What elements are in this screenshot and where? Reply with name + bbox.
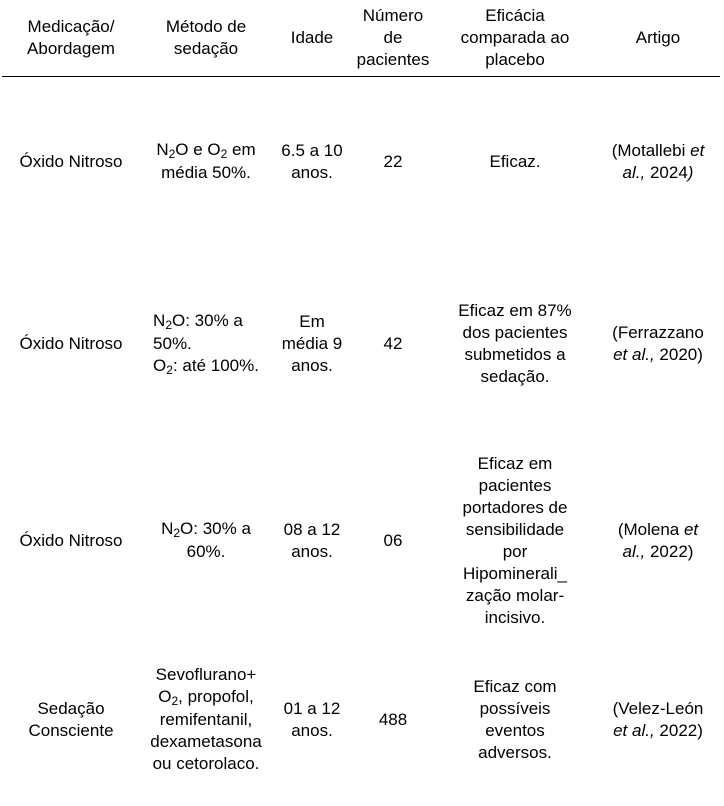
header-idade: [272, 0, 352, 77]
citation-etal: al.,: [622, 541, 646, 561]
cell-idade: [272, 77, 352, 247]
metodo-fragment: O: [153, 356, 167, 375]
cell-metodo: [140, 639, 272, 800]
cell-text: portadores de: [462, 497, 568, 517]
cell-eficacia: [434, 639, 596, 800]
cell-text: pacientes: [478, 475, 552, 495]
cell-text: eventos: [485, 720, 545, 740]
citation-line: [598, 162, 718, 184]
metodo-fragment: em: [227, 140, 256, 159]
metodo-line: [153, 355, 259, 378]
table-header: [2, 0, 720, 77]
citation-etal: et al.,: [613, 720, 655, 740]
cell-metodo: [140, 246, 272, 442]
metodo-line: média 50%.: [161, 163, 251, 182]
table-row: [2, 246, 720, 442]
cell-medicacao: [2, 246, 140, 442]
cell-metodo: [140, 77, 272, 247]
cell-text: sensibilidade: [465, 519, 565, 539]
cell-eficacia: [434, 246, 596, 442]
metodo-fragment: N: [156, 140, 169, 159]
metodo-line: remifentanil,: [159, 710, 253, 729]
header-medicacao-line: Abordagem: [27, 39, 115, 58]
metodo-line: Sevoflurano+: [155, 665, 257, 684]
citation-year: 2022): [645, 541, 694, 561]
header-row: [2, 0, 720, 77]
header-eficacia-line: comparada ao: [460, 28, 570, 47]
cell-artigo: [596, 639, 720, 800]
citation-author: (Motallebi: [611, 140, 691, 160]
cell-text: Óxido Nitroso: [19, 334, 123, 353]
metodo-fragment: , propofol,: [178, 687, 254, 706]
cell-text: Em: [299, 312, 325, 331]
sedation-studies-table: [2, 0, 720, 800]
cell-artigo: [596, 442, 720, 639]
cell-text: possíveis: [479, 698, 551, 718]
metodo-line: [156, 139, 255, 162]
citation-line: [598, 720, 718, 742]
cell-text: Eficaz com: [473, 676, 557, 696]
metodo-fragment: O: [158, 687, 172, 706]
metodo-fragment: N: [153, 311, 166, 330]
header-numero-line: de: [383, 28, 403, 47]
metodo-line: [161, 518, 251, 541]
citation-author: (Velez-León: [612, 698, 704, 718]
metodo-fragment: N: [161, 519, 174, 538]
cell-numero: [352, 77, 434, 247]
metodo-text: [156, 139, 255, 184]
citation-year: 2022): [654, 720, 703, 740]
metodo-fragment: O e O: [175, 140, 221, 159]
citation-line: [598, 344, 718, 366]
metodo-text: [161, 518, 251, 563]
citation-year: 2024: [645, 162, 688, 182]
header-eficacia: [434, 0, 596, 77]
cell-eficacia: [434, 77, 596, 247]
header-metodo-line: Método de: [165, 17, 247, 36]
cell-numero: [352, 442, 434, 639]
cell-metodo: [140, 442, 272, 639]
cell-text: sedação.: [480, 367, 550, 386]
table-row: [2, 639, 720, 800]
metodo-line: [150, 686, 262, 709]
cell-text: por: [502, 541, 528, 561]
header-medicacao-line: Medicação/: [27, 17, 115, 36]
cell-text: incisivo.: [484, 607, 546, 627]
cell-numero: [352, 639, 434, 800]
header-numero-line: pacientes: [356, 50, 430, 69]
header-eficacia-line: Eficácia: [485, 6, 545, 25]
cell-text: 488: [378, 709, 408, 729]
cell-text: zação molar-: [465, 585, 565, 605]
metodo-text: [150, 664, 262, 775]
cell-text: Sedação: [37, 698, 105, 718]
table-body: [2, 77, 720, 801]
cell-text: dos pacientes: [462, 323, 568, 342]
header-eficacia-line: placebo: [485, 50, 545, 69]
cell-text: Hipominerali_: [463, 563, 567, 583]
metodo-line: [153, 310, 259, 333]
cell-text: Óxido Nitroso: [19, 530, 123, 550]
header-metodo-line: sedação: [173, 39, 239, 58]
subscript: 2: [168, 147, 176, 161]
cell-text: anos.: [291, 162, 333, 182]
subscript: 2: [220, 147, 228, 161]
citation-line: [598, 519, 718, 541]
subscript: 2: [166, 363, 173, 377]
metodo-line: 60%.: [186, 542, 226, 561]
cell-text: 22: [383, 151, 403, 171]
citation-author: (Ferrazzano: [612, 323, 704, 342]
cell-medicacao: [2, 639, 140, 800]
cell-text: Óxido Nitroso: [19, 151, 123, 171]
citation-line: [598, 541, 718, 563]
header-numero: [352, 0, 434, 77]
cell-text: anos.: [291, 356, 333, 375]
citation-etal: al.,: [622, 162, 646, 182]
header-idade-line: Idade: [290, 28, 334, 47]
cell-text: Eficaz.: [489, 151, 541, 171]
cell-numero: [352, 246, 434, 442]
cell-text: 06: [383, 530, 403, 550]
cell-text: Consciente: [28, 720, 114, 740]
table-row: [2, 77, 720, 247]
cell-medicacao: [2, 442, 140, 639]
metodo-line: 50%.: [153, 334, 192, 353]
cell-text: média 9: [281, 334, 343, 353]
cell-text: anos.: [291, 541, 333, 561]
citation-etal: et al.,: [613, 345, 655, 364]
header-medicacao: [2, 0, 140, 77]
cell-medicacao: [2, 77, 140, 247]
cell-text: Eficaz em: [477, 453, 553, 473]
metodo-line: ou cetorolaco.: [152, 754, 260, 773]
header-numero-line: Número: [362, 6, 424, 25]
cell-text: adversos.: [478, 742, 552, 762]
cell-text: 6.5 a 10: [281, 140, 343, 160]
citation-author: (Molena: [617, 519, 684, 539]
metodo-fragment: O: 30% a: [172, 311, 243, 330]
cell-idade: [272, 246, 352, 442]
metodo-line: dexametasona: [150, 732, 262, 751]
subscript: 2: [173, 526, 181, 540]
header-artigo: [596, 0, 720, 77]
header-metodo: [140, 0, 272, 77]
cell-idade: [272, 639, 352, 800]
cell-text: 01 a 12: [283, 698, 341, 718]
citation-year: 2020): [654, 345, 703, 364]
citation-etal: et: [683, 519, 699, 539]
citation-close: ): [687, 162, 694, 182]
cell-artigo: [596, 246, 720, 442]
cell-text: 08 a 12: [283, 519, 341, 539]
header-artigo-line: Artigo: [635, 28, 681, 47]
cell-idade: [272, 442, 352, 639]
subscript: 2: [165, 318, 172, 332]
table-row: [2, 442, 720, 639]
cell-text: Eficaz em 87%: [458, 301, 572, 320]
cell-eficacia: [434, 442, 596, 639]
subscript: 2: [171, 694, 179, 708]
citation-line: [598, 140, 718, 162]
citation-etal: et: [690, 140, 705, 160]
metodo-text: [153, 310, 259, 378]
metodo-fragment: O: 30% a: [180, 519, 251, 538]
cell-text: 42: [383, 334, 403, 353]
cell-text: anos.: [291, 720, 333, 740]
cell-text: submetidos a: [464, 345, 566, 364]
cell-artigo: [596, 77, 720, 247]
metodo-fragment: : até 100%.: [172, 356, 259, 375]
